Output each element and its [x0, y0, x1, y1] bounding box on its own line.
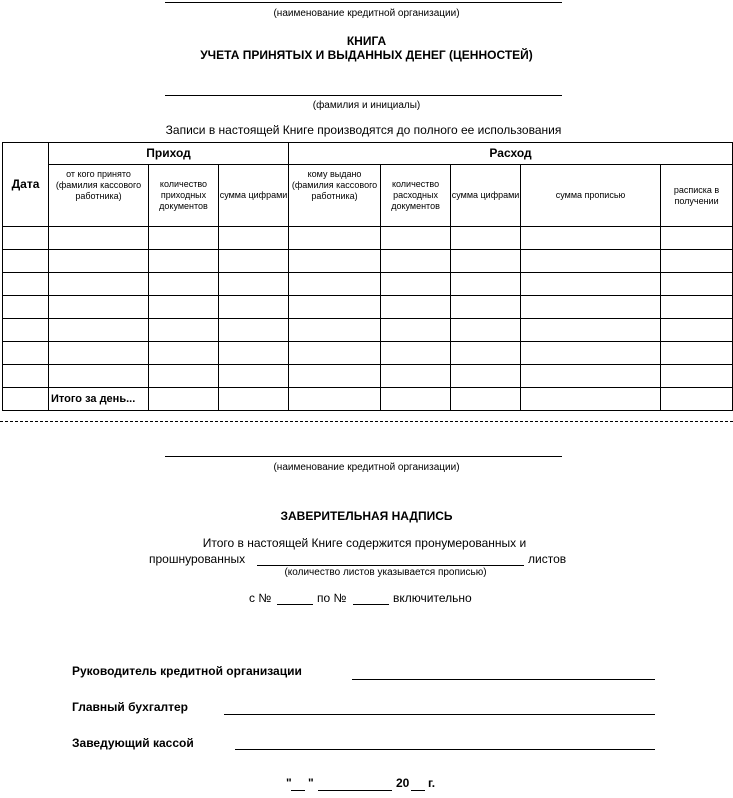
expense-doc-count-header: количество расходных документов	[381, 165, 451, 227]
cert-line1: Итого в настоящей Книге содержится пронумерованных и	[202, 536, 527, 550]
range-from-field[interactable]	[277, 604, 313, 605]
pages-caption: (количество листов указывается прописью)	[284, 567, 487, 578]
cert-line2-end: листов	[528, 552, 567, 566]
date-day-field[interactable]	[291, 790, 305, 791]
range-to-label: по №	[317, 591, 347, 605]
head-signature-line[interactable]	[352, 679, 655, 680]
accountant-signature-line[interactable]	[224, 714, 655, 715]
expense-sum-words-header: сумма прописью	[521, 165, 661, 227]
cashier-signature-label: Заведующий кассой	[72, 736, 194, 750]
expense-sum-header: сумма цифрами	[451, 165, 521, 227]
pages-count-line	[257, 565, 524, 566]
accountant-signature-label: Главный бухгалтер	[72, 700, 189, 714]
org-name-caption: (наименование кредитной организации)	[273, 8, 460, 19]
year-prefix: 20	[396, 776, 410, 790]
table-row	[3, 365, 733, 388]
date-quote-open: "	[286, 776, 292, 790]
date-header: Дата	[3, 143, 49, 227]
date-month-field[interactable]	[318, 790, 392, 791]
cert-org-caption: (наименование кредитной организации)	[273, 462, 460, 473]
cert-title: ЗАВЕРИТЕЛЬНАЯ НАДПИСЬ	[280, 509, 453, 523]
total-row	[3, 388, 733, 411]
income-sum-header: сумма цифрами	[219, 165, 289, 227]
year-suffix: г.	[428, 776, 436, 790]
expense-header: Расход	[289, 143, 733, 165]
table-row	[3, 296, 733, 319]
total-label: Итого за день...	[49, 388, 149, 411]
date-quote-close: "	[308, 776, 314, 790]
table-row	[3, 319, 733, 342]
date-year-field[interactable]	[411, 790, 425, 791]
range-from-label: с №	[249, 591, 272, 605]
income-doc-count-header: количество приходных документов	[149, 165, 219, 227]
table-row	[3, 227, 733, 250]
table-row	[3, 250, 733, 273]
cert-line2-start: прошнурованных	[149, 552, 246, 566]
cert-org-line	[165, 456, 562, 457]
table-row	[3, 273, 733, 296]
range-to-field[interactable]	[353, 604, 389, 605]
name-line	[165, 95, 562, 96]
book-title-line1: КНИГА	[346, 34, 387, 48]
cashier-signature-line[interactable]	[235, 749, 655, 750]
org-name-line	[165, 2, 562, 3]
receipt-signature-header: расписка в получении	[661, 165, 733, 227]
range-end-label: включительно	[393, 591, 472, 605]
income-header: Приход	[49, 143, 289, 165]
income-from-header: от кого принято (фамилия кассового работника)	[49, 165, 149, 227]
name-caption: (фамилия и инициалы)	[312, 100, 421, 111]
expense-to-header: кому выдано (фамилия кассового работника)	[289, 165, 381, 227]
head-signature-label: Руководитель кредитной организации	[72, 664, 302, 678]
book-title-line2: УЧЕТА ПРИНЯТЫХ И ВЫДАННЫХ ДЕНЕГ (ЦЕННОСТЕЙ)	[200, 48, 533, 62]
usage-note: Записи в настоящей Книге производятся до полного ее использования	[165, 123, 562, 137]
ledger-table	[2, 142, 733, 411]
table-row	[3, 342, 733, 365]
cut-line	[0, 421, 733, 422]
